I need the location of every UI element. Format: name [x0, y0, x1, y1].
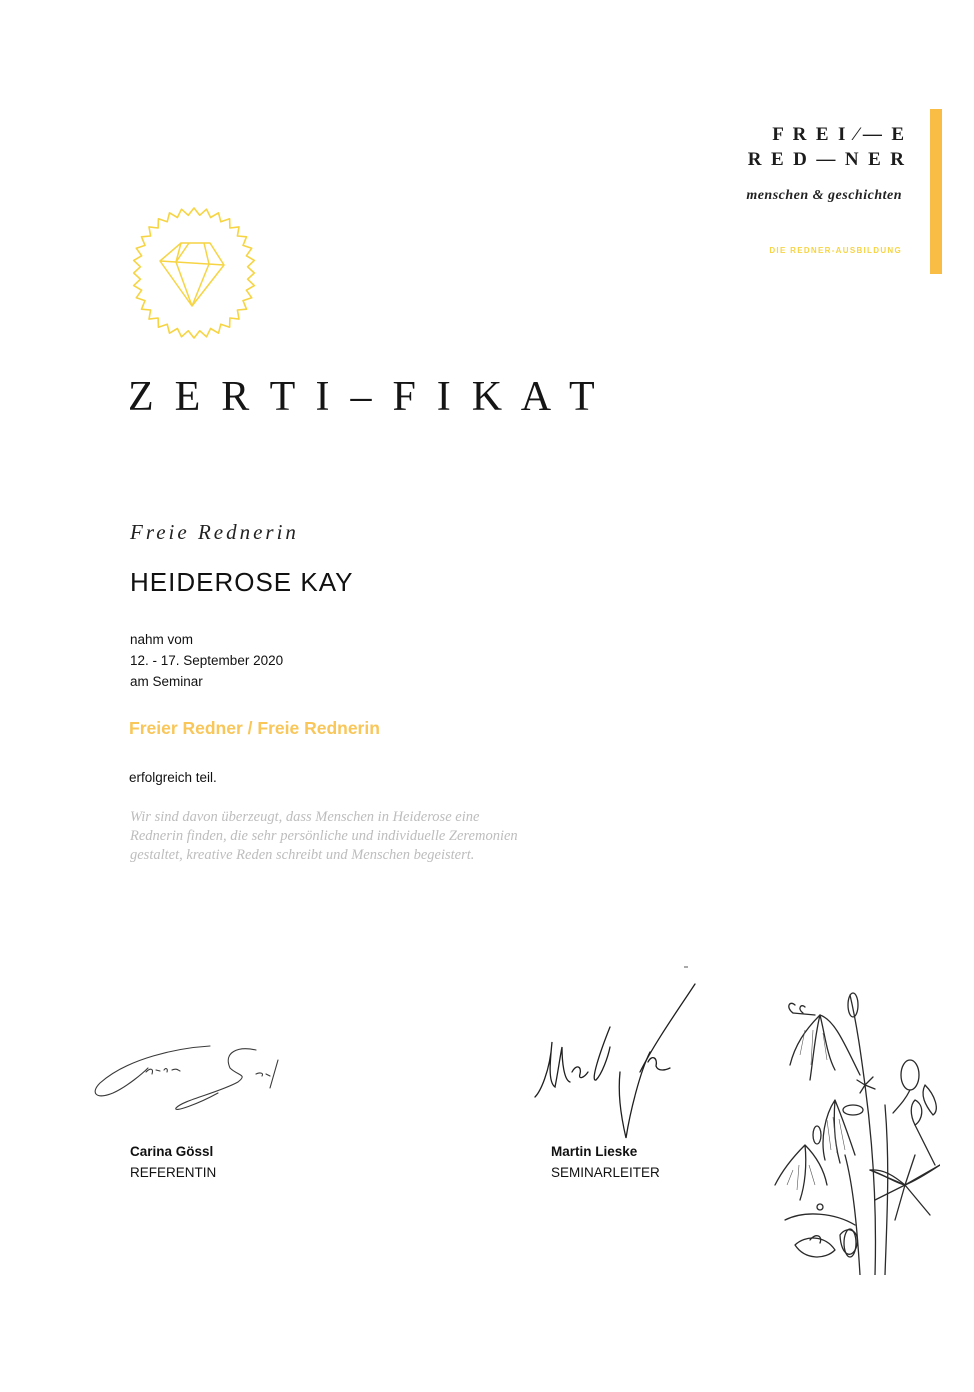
participation-intro: nahm vom	[130, 632, 194, 647]
diamond-seal-icon	[124, 203, 264, 343]
statement-quote: Wir sind davon überzeugt, dass Menschen in Heiderose eine Rednerin finden, die sehr persönliche und individuelle Zeremonien gestaltet, kreative Reden schreibt und Menschen begeistert.	[130, 809, 518, 863]
logo-subtitle: DIE REDNER-AUSBILDUNG	[769, 246, 902, 255]
seminar-label: am Seminar	[130, 674, 203, 689]
signatory-2-role: SEMINARLEITER	[551, 1165, 660, 1180]
date-range: 12. - 17. September 2020	[130, 653, 284, 668]
botanical-flower-illustration	[765, 985, 940, 1275]
signature-martin-lieske	[530, 962, 710, 1142]
logo-line-1: F R E I ⁄ — E	[772, 124, 904, 145]
logo-tagline: menschen & geschichten	[746, 188, 902, 203]
certificate-title: Z E R T I – F I K A T	[128, 374, 595, 420]
course-name: Freier Redner / Freie Rednerin	[129, 718, 380, 738]
accent-bar	[930, 109, 942, 274]
signatory-1-role: REFERENTIN	[130, 1165, 217, 1180]
signatory-2-name: Martin Lieske	[551, 1144, 638, 1159]
completion-text: erfolgreich teil.	[129, 770, 217, 785]
logo-line-2: R E D — N E R	[747, 149, 904, 170]
signature-carina-gossl	[88, 1038, 298, 1118]
recipient-name: HEIDEROSE KAY	[130, 567, 354, 597]
recipient-role: Freie Rednerin	[130, 520, 299, 544]
signatory-1-name: Carina Gössl	[130, 1144, 214, 1159]
